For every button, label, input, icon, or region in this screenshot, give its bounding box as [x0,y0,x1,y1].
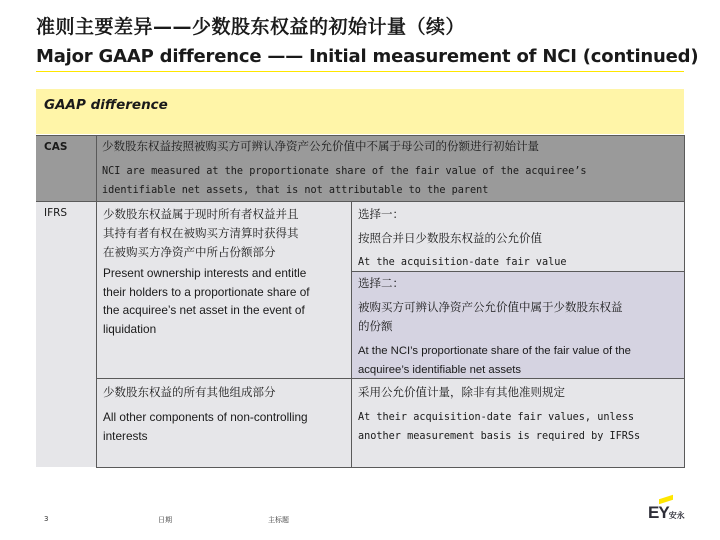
rule-mid-col [351,201,352,468]
ownership-cn-3: 在被购买方净资产中所占份额部分 [103,245,276,259]
option1-title: 选择一： [358,207,404,221]
cas-row [36,136,684,201]
table-header [36,89,684,134]
option2-title: 选择二： [358,276,404,290]
other-measure-cell [358,383,680,446]
ownership-en-1: Present ownership interests and entitle [103,266,307,280]
ey-logo [648,503,685,523]
title-underline [36,71,684,72]
cas-en-line2: identifiable net assets, that is not attributable to the parent [102,185,489,196]
cas-cn: 少数股东权益按照被购买方可辨认净资产公允价值中不属于母公司的份额进行初始计量 [102,139,539,153]
option1-en: At the acquisition-date fair value [358,257,567,268]
table-header-label: GAAP difference [44,97,168,113]
ownership-en-3: the acquiree’s net asset in the event of [103,303,305,317]
rule-right [684,135,685,468]
other-cn: 少数股东权益的所有其他组成部分 [103,385,276,399]
rule-label-col [96,135,97,468]
rule-ifrs-top [36,201,684,202]
cas-en-line1: NCI are measured at the proportionate share of the fair value of the acquiree’s [102,166,587,177]
cas-label: CAS [44,141,68,153]
other-components-cell [103,383,347,445]
rule-cas-top [36,135,684,136]
footer-date: 日期 [158,516,172,524]
option2-cell [358,274,680,379]
other-en-2: interests [103,428,148,443]
other-measure-cn: 采用公允价值计量，除非有其他准则规定 [358,385,565,399]
page-title-cn: 准则主要差异——少数股东权益的初始计量（续） [36,16,466,38]
ownership-cn-1: 少数股东权益属于现时所有者权益并且 [103,207,299,221]
option2-en-1: At the NCI’s proportionate share of the fair value of the [358,345,631,357]
other-en-1: All other components of non-controlling [103,410,308,424]
option2-cn-2: 的份额 [358,319,393,333]
ifrs-label: IFRS [44,207,68,219]
ownership-en-4: liquidation [103,321,157,336]
ey-logo-cn: 安永 [668,511,685,520]
ownership-en-2: their holders to a proportionate share of [103,284,310,299]
other-measure-en-2: another measurement basis is required by IFRSs [358,431,641,442]
option2-en-2: acquiree’s identifiable net assets [358,363,522,376]
option1-cn: 按照合并日少数股东权益的公允价值 [358,231,542,245]
option2-cn-1: 被购买方可辨认净资产公允价值中属于少数股东权益 [358,300,623,314]
other-measure-en-1: At their acquisition-date fair values, unless [358,412,635,423]
page-number: 3 [44,515,49,523]
option1-cell [358,205,680,272]
page-title-en: Major GAAP difference —— Initial measurement of NCI (continued) [36,46,699,67]
footer-subtitle: 主标题 [268,516,289,524]
cas-content [102,137,682,200]
ifrs-ownership-cell [103,205,347,338]
ey-logo-text: EY [648,503,669,522]
ownership-cn-2: 其持有者有权在被购买方清算时获得其 [103,226,299,240]
rule-bottom [96,467,684,468]
